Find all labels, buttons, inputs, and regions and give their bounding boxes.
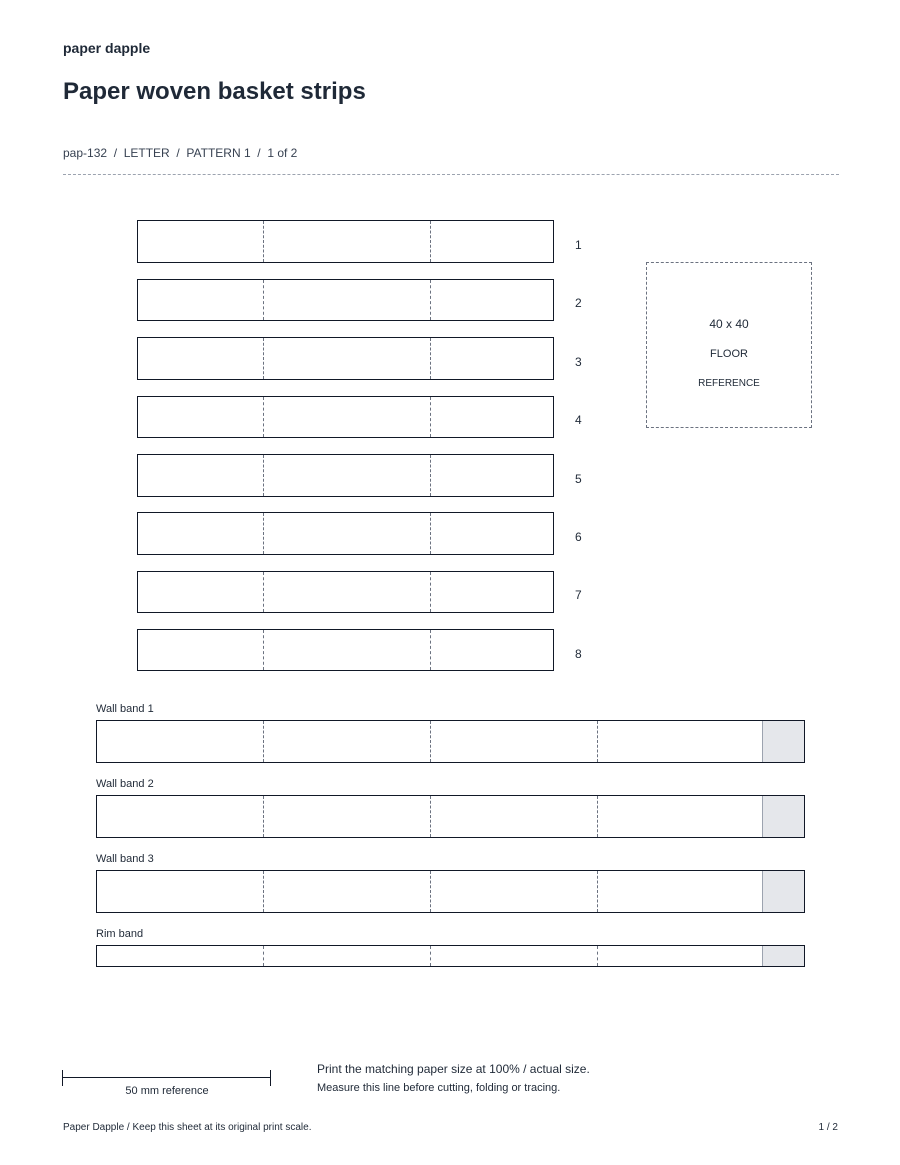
fold-line: [263, 871, 264, 912]
glue-tab: [762, 721, 804, 762]
fold-line: [263, 630, 264, 670]
breadcrumb-code: pap-132: [63, 146, 108, 160]
header-divider: [63, 174, 839, 175]
fold-line: [430, 338, 431, 379]
fold-line: [430, 946, 431, 966]
fold-line: [597, 721, 598, 762]
floor-strip: [137, 279, 554, 321]
floor-strip: [137, 629, 554, 671]
band-label: Rim band: [96, 928, 144, 940]
fold-line: [430, 280, 431, 320]
floor-label: FLOOR: [710, 348, 748, 360]
fold-line: [263, 397, 264, 437]
measure-instruction: Measure this line before cutting, folding or tracing.: [317, 1082, 561, 1094]
wall-band-strip: [96, 795, 805, 838]
wall-band-strip: [96, 870, 805, 913]
band-label: Wall band 3: [96, 853, 154, 865]
band-label: Wall band 1: [96, 703, 154, 715]
brand-name: paper dapple: [63, 40, 151, 56]
scale-tick-right: [270, 1070, 271, 1086]
strip-number: 5: [575, 472, 582, 486]
floor-strip: [137, 337, 554, 380]
strip-number: 7: [575, 588, 582, 602]
fold-line: [430, 221, 431, 262]
glue-tab: [762, 871, 804, 912]
scale-reference-line: [63, 1077, 271, 1078]
fold-line: [597, 871, 598, 912]
fold-line: [263, 796, 264, 837]
fold-line: [597, 946, 598, 966]
rim-band-strip: [96, 945, 805, 967]
scale-tick-left: [62, 1070, 63, 1086]
print-instruction: Print the matching paper size at 100% / actual size.: [317, 1062, 590, 1076]
fold-line: [263, 280, 264, 320]
fold-line: [263, 572, 264, 612]
floor-strip: [137, 396, 554, 438]
footer-text: Paper Dapple / Keep this sheet at its original print scale.: [63, 1122, 312, 1133]
breadcrumb-pattern: PATTERN 1: [186, 146, 251, 160]
fold-line: [263, 221, 264, 262]
page-number: 1 / 2: [818, 1122, 838, 1133]
scale-reference-label: 50 mm reference: [125, 1085, 209, 1097]
floor-dimensions: 40 x 40: [709, 317, 749, 331]
floor-strip: [137, 512, 554, 555]
fold-line: [263, 338, 264, 379]
band-label: Wall band 2: [96, 778, 154, 790]
fold-line: [430, 721, 431, 762]
fold-line: [597, 796, 598, 837]
fold-line: [263, 513, 264, 554]
floor-strip: [137, 220, 554, 263]
floor-strip: [137, 571, 554, 613]
strip-number: 2: [575, 296, 582, 310]
breadcrumb-page: 1 of 2: [267, 146, 298, 160]
glue-tab: [762, 946, 804, 966]
fold-line: [263, 946, 264, 966]
floor-strip: [137, 454, 554, 497]
breadcrumb-paper-size: LETTER: [123, 146, 170, 160]
breadcrumb: pap-132 / LETTER / PATTERN 1 / 1 of 2: [63, 146, 298, 160]
wall-band-strip: [96, 720, 805, 763]
strip-number: 1: [575, 238, 582, 252]
fold-line: [430, 513, 431, 554]
glue-tab: [762, 796, 804, 837]
fold-line: [263, 455, 264, 496]
strip-number: 3: [575, 355, 582, 369]
fold-line: [263, 721, 264, 762]
fold-line: [430, 796, 431, 837]
strip-number: 8: [575, 647, 582, 661]
strip-number: 6: [575, 530, 582, 544]
page-title: Paper woven basket strips: [63, 78, 366, 105]
fold-line: [430, 871, 431, 912]
fold-line: [430, 572, 431, 612]
fold-line: [430, 630, 431, 670]
fold-line: [430, 397, 431, 437]
floor-reference-label: REFERENCE: [698, 378, 760, 389]
strip-number: 4: [575, 413, 582, 427]
fold-line: [430, 455, 431, 496]
floor-reference-square: [646, 262, 812, 428]
